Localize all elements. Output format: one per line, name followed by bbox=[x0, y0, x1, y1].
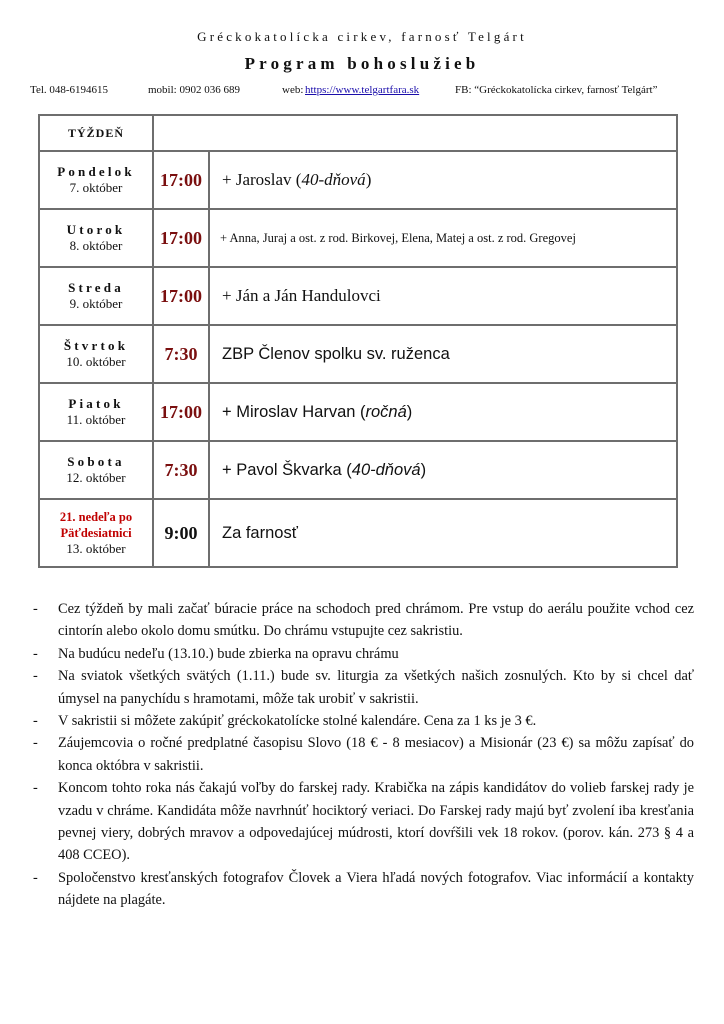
announcement-item: - Koncom tohto roka nás čakajú voľby do farskej rady. Krabička na zápis kandidátov do volieb farskej rady je vzadu v chráme. Kandidáta môže navrhnúť hociktorý veriaci. Do Farskej rady majú byť zvolení iba kresťania pevnej viery, dobrých mravov a odpovedajúcej múdrosti, ktorí dovŕšili vek 18 rokov. (porov. kán. 273 § 4 a 408 CCEO). bbox=[30, 777, 694, 867]
intention-close: ) bbox=[420, 460, 427, 479]
week-header: TÝŽDEŇ bbox=[39, 115, 153, 151]
announcement-item: - V sakristii si môžete zakúpiť gréckokatolícke stolné kalendáre. Cena za 1 ks je 3 €. bbox=[30, 710, 694, 732]
day-date: 8. október bbox=[69, 238, 123, 253]
day-date: 7. október bbox=[69, 180, 123, 195]
day-name: Pondelok bbox=[57, 164, 135, 179]
day-cell bbox=[39, 383, 153, 441]
table-row bbox=[39, 441, 677, 499]
intention-type: 40-dňová bbox=[351, 460, 421, 479]
table-row bbox=[39, 267, 677, 325]
service-time: 17:00 bbox=[153, 209, 209, 267]
intention-close: ) bbox=[406, 402, 413, 421]
contact-line bbox=[0, 84, 724, 100]
mass-intention: + Anna, Juraj a ost. z rod. Birkovej, Elena, Matej a ost. z rod. Gregovej bbox=[209, 209, 677, 267]
announcement-item: - Spoločenstvo kresťanských fotografov Človek a Viera hľadá nových fotografov. Viac informácií a kontakty nájdete na plagáte. bbox=[30, 867, 694, 912]
page-title: Program bohoslužieb bbox=[244, 54, 480, 73]
table-row bbox=[39, 325, 677, 383]
service-time: 17:00 bbox=[153, 151, 209, 209]
mass-intention: ZBP Členov spolku sv. ruženca bbox=[209, 325, 677, 383]
parish-name: Gréckokatolícka cirkev, farnosť Telgárt bbox=[197, 29, 527, 44]
intention-text: + Pavol Škvarka ( bbox=[222, 460, 352, 479]
service-time: 7:30 bbox=[153, 325, 209, 383]
intention-type: ročná bbox=[365, 402, 407, 421]
web-label: web: bbox=[282, 84, 304, 96]
service-time: 17:00 bbox=[153, 383, 209, 441]
day-name: Piatok bbox=[68, 396, 124, 411]
website-link[interactable]: https://www.telgartfara.sk bbox=[305, 84, 420, 96]
intention-text: + Miroslav Harvan ( bbox=[222, 402, 366, 421]
table-row bbox=[39, 383, 677, 441]
service-time: 7:30 bbox=[153, 441, 209, 499]
day-name: Sobota bbox=[67, 454, 125, 469]
day-date: 9. október bbox=[69, 296, 123, 311]
day-date: 10. október bbox=[66, 354, 126, 369]
table-row bbox=[39, 151, 677, 209]
day-name: 21. nedeľa po bbox=[59, 510, 133, 524]
week-header-empty bbox=[153, 115, 677, 151]
table-row bbox=[39, 209, 677, 267]
day-date: 12. október bbox=[66, 470, 126, 485]
mass-intention bbox=[209, 441, 677, 499]
mass-intention: Za farnosť bbox=[209, 499, 677, 567]
service-time: 9:00 bbox=[153, 499, 209, 567]
day-cell bbox=[39, 499, 153, 567]
day-date: 11. október bbox=[66, 412, 126, 427]
day-name: Štvrtok bbox=[63, 338, 129, 353]
announcements-list bbox=[30, 598, 694, 912]
phone-number: Tel. 048-6194615 bbox=[30, 84, 109, 96]
day-cell bbox=[39, 151, 153, 209]
day-name: Utorok bbox=[66, 222, 126, 237]
table-header-row bbox=[39, 115, 677, 151]
announcement-item: - Cez týždeň by mali začať búracie práce na schodoch pred chrámom. Pre vstup do aerálu použite vchod cez cintorín alebo okolo domu smútku. Do chrámu vstupujte cez sakristiu. bbox=[30, 598, 694, 643]
mass-intention: + Ján a Ján Handulovci bbox=[209, 267, 677, 325]
service-time: 17:00 bbox=[153, 267, 209, 325]
mobile-number: mobil: 0902 036 689 bbox=[148, 84, 240, 96]
announcement-item: - Záujemcovia o ročné predplatné časopisu Slovo (18 € - 8 mesiacov) a Misionár (23 €) sa môžu zapísať do konca októbra v sakristii. bbox=[30, 732, 694, 777]
schedule-table bbox=[38, 114, 678, 568]
day-cell bbox=[39, 325, 153, 383]
announcement-item: - Na sviatok všetkých svätých (1.11.) bude sv. liturgia za všetkých našich zosnulých. Kto by si chcel dať úmysel na panychídu s hramotami, môže tak urobiť v sakristii. bbox=[30, 665, 694, 710]
day-date: 13. október bbox=[66, 541, 126, 556]
day-cell bbox=[39, 267, 153, 325]
day-name: Streda bbox=[68, 280, 124, 295]
table-row bbox=[39, 499, 677, 567]
facebook-info: FB: “Gréckokatolícka cirkev, farnosť Telgárt” bbox=[455, 84, 658, 96]
day-cell bbox=[39, 441, 153, 499]
day-name-line2: Päťdesiatnici bbox=[60, 526, 132, 540]
mass-intention bbox=[209, 151, 677, 209]
intention-close: ) bbox=[365, 170, 372, 189]
day-cell bbox=[39, 209, 153, 267]
intention-type: 40-dňová bbox=[301, 170, 366, 189]
intention-text: + Jaroslav ( bbox=[222, 170, 302, 189]
announcement-item: - Na budúcu nedeľu (13.10.) bude zbierka na opravu chrámu bbox=[30, 643, 694, 665]
mass-intention bbox=[209, 383, 677, 441]
